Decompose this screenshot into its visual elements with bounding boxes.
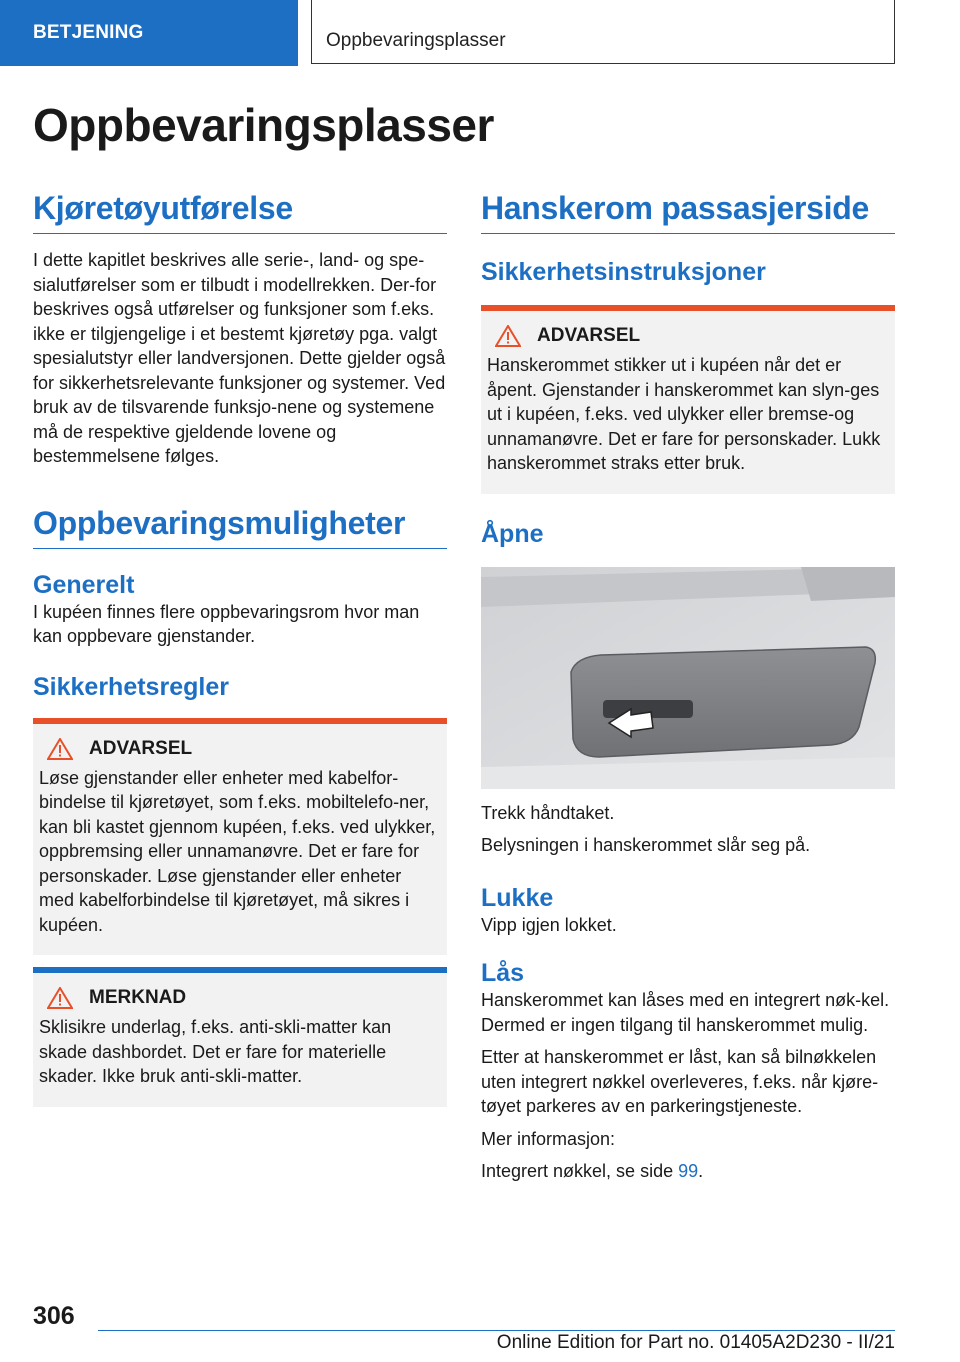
note-text: Sklisikre underlag, f.eks. anti-skli-matter kan skade dashbordet. Det er fare for materielle skader. Ikke bruk anti-skli-matter. <box>39 1017 392 1086</box>
warning-triangle-icon <box>47 738 73 760</box>
glovebox-warning-box <box>481 305 895 494</box>
page-link[interactable]: 99 <box>678 1161 699 1181</box>
vehicle-text: I dette kapitlet beskrives alle serie-, land- og spe-sialutførelser som er tilbudt i modellrekken. Der-for beskrives også utførelser og funksjoner som f.eks. ikke er tilgjengelige i et bestemt kjøretøy pga. valgt spesialutstyr eller landversjonen. Dette gjelder også for sikkerhetsrelevante funksjoner og systemer. Ved bruk av de tilsvarende funksjo-nene og systemene må de respektive gjeldende lovene og bestemmelsene følges. <box>33 250 446 466</box>
chapter-tab[interactable]: Oppbevaringsplasser <box>311 0 895 64</box>
left-column <box>33 190 447 1107</box>
warning-label: ADVARSEL <box>89 737 193 759</box>
open-step-2: Belysningen i hanskerommet slår seg på. <box>481 835 811 855</box>
reference-text: Integrert nøkkel, se side <box>481 1161 679 1181</box>
reference-end: . <box>698 1161 704 1181</box>
open-heading: Åpne <box>481 519 544 548</box>
safety-instructions-heading: Sikkerhetsinstruksjoner <box>481 258 766 286</box>
section-tab[interactable]: BETJENING <box>0 0 298 66</box>
note-triangle-icon <box>47 987 73 1009</box>
lock-heading: Lås <box>481 959 525 987</box>
close-heading: Lukke <box>481 883 554 912</box>
warning-text: Løse gjenstander eller enheter med kabelfor-bindelse til kjøretøyet, som f.eks. mobiltelefo-ner, kan bli kastet gjennom kupéen, f.eks. ved ulykker, oppbremsing eller unnamanøvre. Det er fare for personskader. Løse gjenstander eller enheter med kabelforbindelse til kjøretøyet, må sikres i kupéen. <box>39 767 436 935</box>
page-header <box>0 0 960 66</box>
right-column <box>481 190 895 1184</box>
glovebox-warning-label: ADVARSEL <box>537 325 641 346</box>
lock-text-1: Hanskerommet kan låses med en integrert nøk-kel. Dermed er ingen tilgang til hanskerommet mulig. <box>481 990 890 1035</box>
safety-heading: Sikkerhetsregler <box>33 672 229 701</box>
note-label: MERKNAD <box>89 987 187 1008</box>
footer-edition: Online Edition for Part no. 01405A2D230 - II/21 <box>496 1332 895 1353</box>
more-info: Mer informasjon: <box>481 1128 616 1149</box>
vehicle-heading: Kjøretøyutførelse <box>33 190 447 234</box>
note-box <box>33 967 447 1107</box>
glovebox-illustration <box>481 567 895 789</box>
general-text: I kupéen finnes flere oppbevaringsrom hvor man kan oppbevare gjenstander. <box>33 601 420 646</box>
glovebox-photo <box>481 567 895 789</box>
close-text: Vipp igjen lokket. <box>481 914 617 935</box>
storage-heading: Oppbevaringsmuligheter <box>33 505 447 549</box>
page-title: Oppbevaringsplasser <box>33 99 494 151</box>
glovebox-warning-text: Hanskerommet stikker ut i kupéen når det er åpent. Gjenstander i hanskerommet kan slyn-ges ut i kupéen, f.eks. ved ulykker eller bremse-og unnamanøvre. Det er fare for personskader. Lukk hanskerommet straks etter bruk. <box>487 355 881 473</box>
glovebox-heading: Hanskerom passasjerside <box>481 190 895 234</box>
page-number: 306 <box>33 1302 75 1330</box>
footer-divider <box>98 1330 895 1331</box>
lock-text-2: Etter at hanskerommet er låst, kan så bilnøkkelen uten integrert nøkkel overleveres, f.eks. når kjøre-tøyet parkeres av en parkeringstjeneste. <box>481 1047 879 1116</box>
general-heading: Generelt <box>33 570 135 599</box>
warning-box <box>33 718 447 956</box>
glovebox-warning-triangle-icon <box>495 325 521 347</box>
open-step-1: Trekk håndtaket. <box>481 802 615 823</box>
reference-line <box>481 1159 895 1184</box>
